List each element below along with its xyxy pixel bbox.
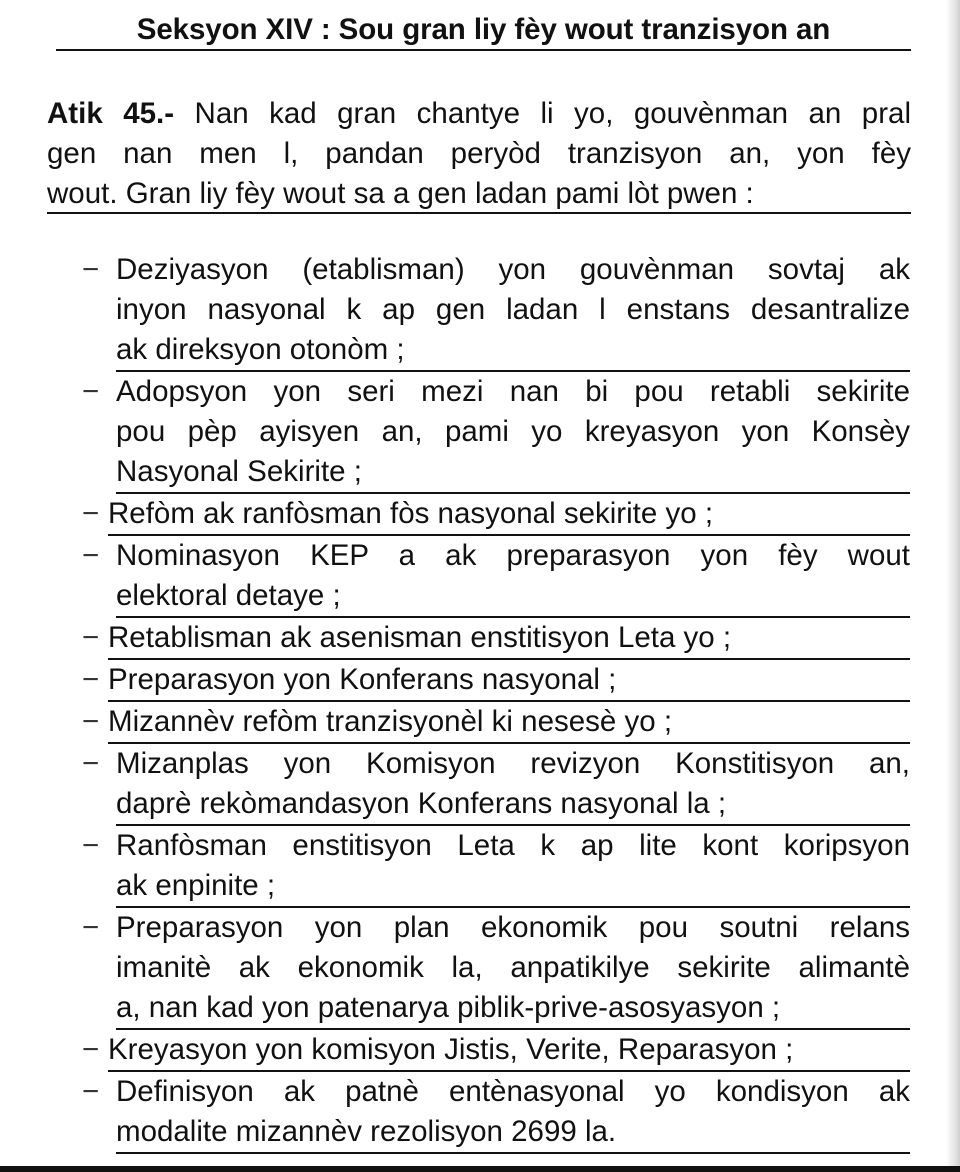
- bullet-dash: −: [82, 705, 100, 738]
- list-item-line: Adopsyon yon seri mezi nan bi pou retabli sekirite: [116, 375, 910, 408]
- bullet-dash: −: [82, 539, 100, 572]
- list-item-text: [108, 702, 910, 744]
- list-item-line: daprè rekòmandasyon Konferans nasyonal la ;: [116, 787, 727, 820]
- list-item: [0, 826, 960, 908]
- article-label: Atik 45.-: [47, 97, 175, 130]
- list-item-text: [116, 744, 910, 826]
- bullet-dash: −: [82, 911, 100, 944]
- bullet-dash: −: [82, 663, 100, 696]
- list-item-text: [116, 250, 910, 372]
- list-item-line: a, nan kad yon patenarya piblik-prive-asosyasyon ;: [116, 991, 781, 1024]
- bullet-dash: −: [82, 747, 100, 780]
- list-item-line: Deziyasyon (etablisman) yon gouvènman sovtaj ak: [116, 253, 910, 286]
- list-item-line: ak direksyon otonòm ;: [116, 333, 405, 366]
- list-item: [0, 250, 960, 372]
- list-item: [0, 494, 960, 536]
- list-item-line: Ranfòsman enstitisyon Leta k ap lite kont koripsyon: [116, 829, 910, 862]
- list-item-text: [108, 618, 910, 660]
- list-item-line: Kreyasyon yon komisyon Jistis, Verite, Reparasyon ;: [108, 1033, 794, 1066]
- article-point-list: [0, 250, 960, 1154]
- article-line-1-text: Nan kad gran chantye li yo, gouvènman an pral: [174, 97, 911, 130]
- page-bottom-rule: [0, 1166, 960, 1172]
- section-title: Seksyon XIV : Sou gran liy fèy wout tranzisyon an: [56, 9, 911, 51]
- list-item-line: elektoral detaye ;: [116, 579, 341, 612]
- bullet-dash: −: [82, 253, 100, 286]
- bullet-dash: −: [82, 621, 100, 654]
- list-item-text: [116, 1072, 910, 1154]
- bullet-dash: −: [82, 829, 100, 862]
- list-item-line: Nominasyon KEP a ak preparasyon yon fèy wout: [116, 539, 910, 572]
- list-item-text: [108, 1030, 910, 1072]
- bullet-dash: −: [82, 375, 100, 408]
- list-item-line: Preparasyon yon Konferans nasyonal ;: [108, 663, 617, 696]
- list-item-line: Mizanplas yon Komisyon revizyon Konstitisyon an,: [116, 747, 910, 780]
- list-item-text: [116, 826, 910, 908]
- list-item: [0, 1072, 960, 1154]
- list-item-line: Refòm ak ranfòsman fòs nasyonal sekirite yo ;: [108, 497, 714, 530]
- list-item-text: [108, 660, 910, 702]
- list-item: [0, 372, 960, 494]
- list-item: [0, 702, 960, 744]
- list-item-line: Mizannèv refòm tranzisyonèl ki nesesè yo ;: [108, 705, 673, 738]
- list-item: [0, 908, 960, 1030]
- list-item: [0, 536, 960, 618]
- list-item-line: Definisyon ak patnè entènasyonal yo kondisyon ak: [116, 1075, 910, 1108]
- list-item-text: [108, 494, 910, 536]
- list-item-line: Nasyonal Sekirite ;: [116, 455, 362, 488]
- list-item-line: pou pèp ayisyen an, pami yo kreyasyon yon Konsèy: [116, 415, 910, 448]
- list-item-text: [116, 372, 910, 494]
- article-paragraph: [47, 94, 911, 214]
- article-line-3: wout. Gran liy fèy wout sa a gen ladan pami lòt pwen :: [47, 174, 911, 214]
- list-item-text: [116, 908, 910, 1030]
- list-item-line: Retablisman ak asenisman enstitisyon Leta yo ;: [108, 621, 732, 654]
- list-item-line: imanitè ak ekonomik la, anpatikilye sekirite alimantè: [116, 951, 910, 984]
- list-item-line: inyon nasyonal k ap gen ladan l enstans desantralize: [116, 293, 910, 326]
- list-item: [0, 660, 960, 702]
- article-line-2: gen nan men l, pandan peryòd tranzisyon an, yon fèy: [47, 137, 911, 170]
- list-item: [0, 1030, 960, 1072]
- bullet-dash: −: [82, 1033, 100, 1066]
- list-item-line: Preparasyon yon plan ekonomik pou soutni relans: [116, 911, 910, 944]
- bullet-dash: −: [82, 1075, 100, 1108]
- list-item-line: modalite mizannèv rezolisyon 2699 la.: [116, 1115, 617, 1148]
- bullet-dash: −: [82, 497, 100, 530]
- list-item-text: [116, 536, 910, 618]
- list-item: [0, 618, 960, 660]
- article-line-1: [47, 94, 911, 134]
- list-item-line: ak enpinite ;: [116, 869, 276, 902]
- list-item: [0, 744, 960, 826]
